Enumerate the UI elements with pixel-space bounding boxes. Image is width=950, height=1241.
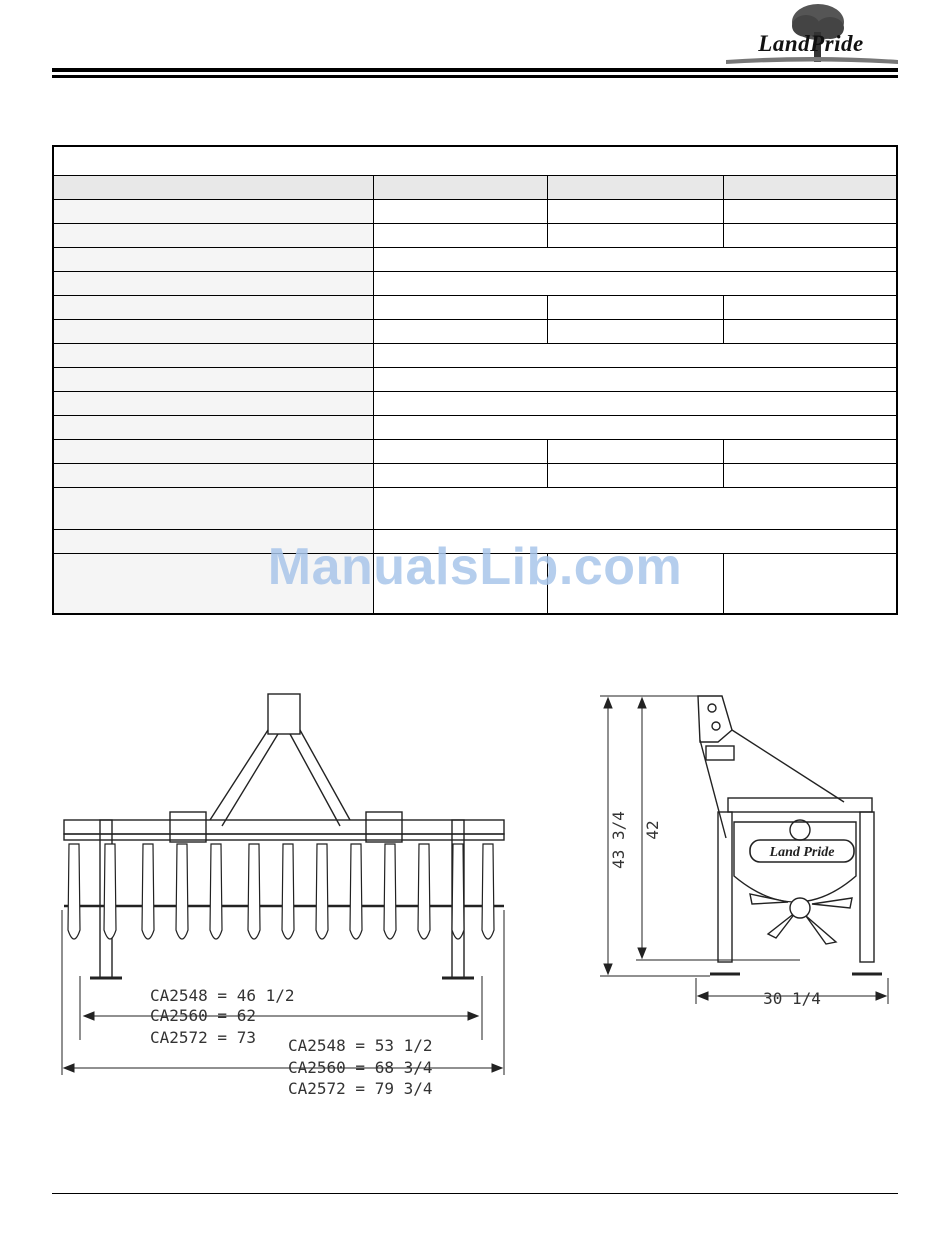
- table-row: [54, 224, 896, 248]
- table-cell: [374, 320, 548, 343]
- overall-width-label-2: CA2560 = 68 3/4: [288, 1058, 433, 1077]
- table-row: [54, 392, 896, 416]
- table-cell: [374, 224, 548, 247]
- table-row: [54, 296, 896, 320]
- inner-width-label-2: CA2560 = 62: [150, 1006, 256, 1025]
- table-row: [54, 440, 896, 464]
- height-outer-label: 43 3/4: [609, 811, 628, 869]
- table-cell: [54, 320, 374, 343]
- table-cell: [548, 440, 724, 463]
- table-cell: [374, 464, 548, 487]
- table-cell: [374, 488, 896, 529]
- table-cell: [54, 392, 374, 415]
- table-cell: [548, 224, 724, 247]
- table-cell: [374, 200, 548, 223]
- brand-logo-text: LandPride: [758, 31, 864, 56]
- watermark: ManualsLib.com: [267, 538, 683, 596]
- overall-width-label-1: CA2548 = 53 1/2: [288, 1036, 433, 1055]
- table-cell: [724, 200, 896, 223]
- table-row: [54, 320, 896, 344]
- tine: [176, 844, 188, 939]
- table-cell: [374, 272, 896, 295]
- table-cell: [724, 320, 896, 343]
- table-row: [54, 248, 896, 272]
- table-cell: [374, 248, 896, 271]
- table-cell: [548, 200, 724, 223]
- inner-width-label-3: CA2572 = 73: [150, 1028, 256, 1047]
- hitch-mast: [268, 694, 300, 734]
- table-cell: [724, 440, 896, 463]
- frame-bar: [728, 798, 872, 812]
- table-cell: [374, 392, 896, 415]
- table-row: [54, 416, 896, 440]
- table-cell: [724, 296, 896, 319]
- tine: [142, 844, 154, 939]
- table-row: [54, 464, 896, 488]
- overall-width-label-3: CA2572 = 79 3/4: [288, 1079, 433, 1098]
- table-cell: [548, 320, 724, 343]
- tine: [384, 844, 396, 939]
- table-cell: [54, 464, 374, 487]
- table-cell: [374, 296, 548, 319]
- table-title-row: [54, 147, 896, 176]
- tine: [104, 844, 116, 939]
- footer-rule: [52, 1193, 898, 1194]
- tine: [282, 844, 294, 939]
- table-row: [54, 200, 896, 224]
- front-view-drawing: [50, 680, 520, 1100]
- header-rule-thin: [52, 75, 898, 78]
- tine: [452, 844, 464, 939]
- tine: [210, 844, 222, 939]
- table-cell: [54, 296, 374, 319]
- table-row: [54, 488, 896, 530]
- table-cell: [54, 248, 374, 271]
- table-cell: [54, 176, 374, 199]
- table-cell: [374, 344, 896, 367]
- table-cell: [548, 176, 724, 199]
- depth-label: 30 1/4: [763, 989, 821, 1008]
- header-rule-thick: [52, 68, 898, 72]
- table-cell: [724, 464, 896, 487]
- table-row: [54, 272, 896, 296]
- hitch-plate: [698, 696, 732, 742]
- tine: [482, 844, 494, 939]
- table-cell: [54, 200, 374, 223]
- table-cell: [374, 176, 548, 199]
- table-row: [54, 368, 896, 392]
- rear-leg: [860, 812, 874, 962]
- table-cell: [548, 296, 724, 319]
- table-cell: [54, 224, 374, 247]
- tine: [350, 844, 362, 939]
- table-cell: [54, 368, 374, 391]
- table-row: [54, 176, 896, 200]
- brand-logo: [722, 2, 900, 68]
- side-view-drawing: [600, 680, 900, 1010]
- table-cell: [54, 440, 374, 463]
- tine: [316, 844, 328, 939]
- table-cell: [724, 224, 896, 247]
- tine: [418, 844, 430, 939]
- table-cell: [54, 416, 374, 439]
- table-cell: [54, 272, 374, 295]
- inner-width-label-1: CA2548 = 46 1/2: [150, 986, 295, 1005]
- table-cell: [374, 416, 896, 439]
- table-row: [54, 344, 896, 368]
- height-inner-label: 42: [643, 820, 662, 840]
- tine: [68, 844, 80, 939]
- table-cell: [374, 440, 548, 463]
- tine: [248, 844, 260, 939]
- table-cell: [548, 464, 724, 487]
- table-cell: [54, 488, 374, 529]
- toolbar-frame: [64, 820, 504, 834]
- table-cell: [374, 368, 896, 391]
- brand-plate-label: Land Pride: [769, 845, 835, 860]
- table-cell: [54, 344, 374, 367]
- table-cell: [724, 176, 896, 199]
